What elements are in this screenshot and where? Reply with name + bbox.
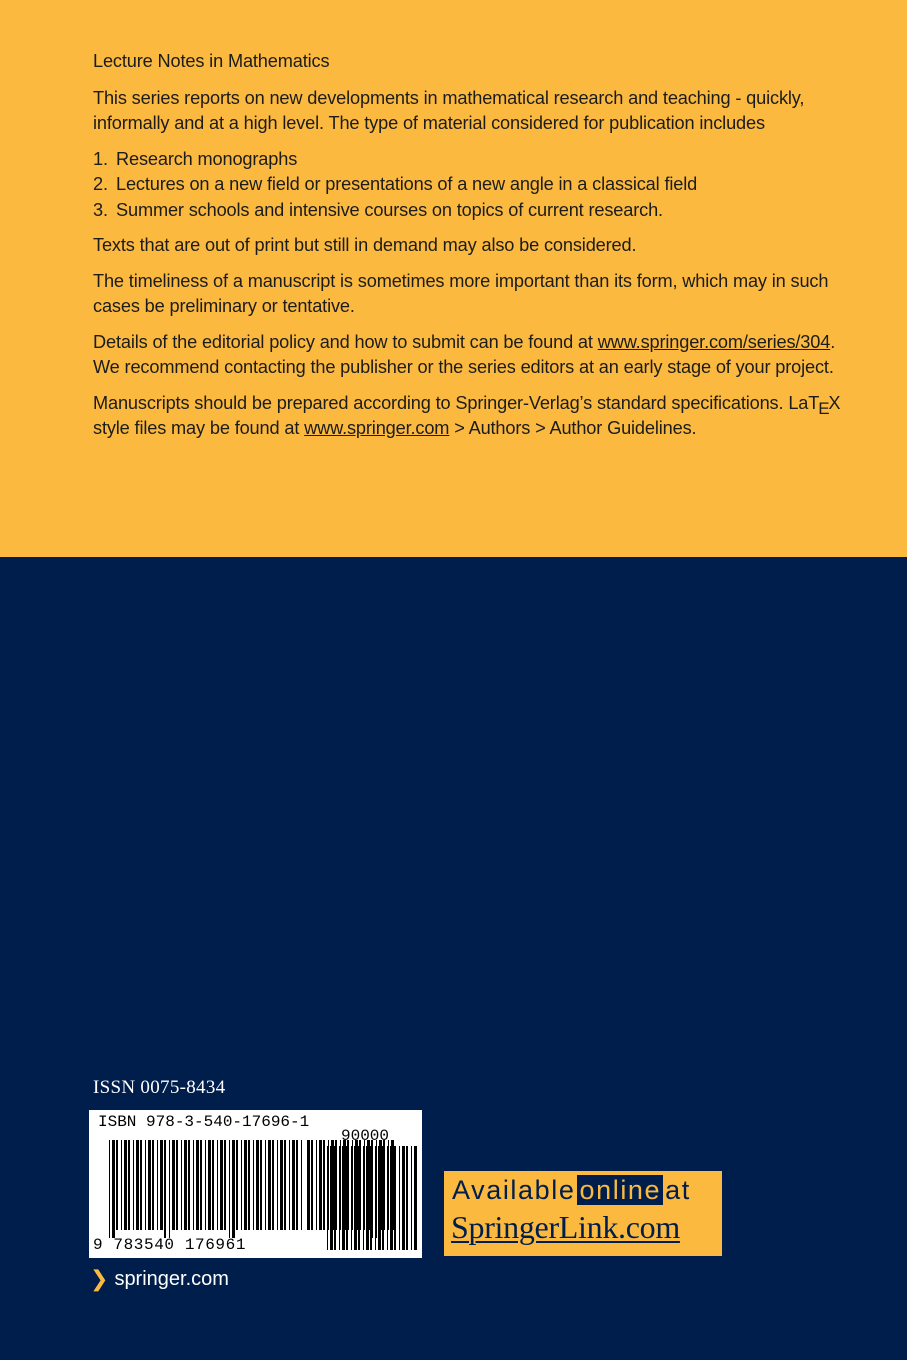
- manuscripts-paragraph: [93, 391, 853, 442]
- manuscripts-text-before: Manuscripts should be prepared according to Springer-Verlag’s standard specifications.: [93, 392, 789, 413]
- chevron-right-icon: ❯: [90, 1266, 109, 1291]
- series-title: Lecture Notes in Mathematics: [93, 51, 330, 71]
- latex-e: E: [818, 398, 830, 418]
- available-word: Available: [452, 1175, 576, 1205]
- list-item: [93, 172, 853, 198]
- springer-guidelines-link[interactable]: www.springer.com: [304, 418, 450, 438]
- price-addon-code: 90000: [341, 1127, 390, 1145]
- at-word: at: [665, 1175, 691, 1205]
- springer-website[interactable]: [90, 1266, 229, 1292]
- series-description-panel: [0, 0, 907, 557]
- latex-t: T: [808, 392, 820, 413]
- series-link[interactable]: www.springer.com/series/304: [597, 331, 831, 352]
- issn-label: ISSN 0075-8434: [93, 1077, 226, 1098]
- manuscripts-text-after: > Authors > Author Guidelines.: [449, 418, 697, 438]
- available-online-badge[interactable]: [444, 1171, 722, 1256]
- details-text-before: Details of the editorial policy and how to submit can be found at: [93, 331, 598, 352]
- springer-website-label: springer.com: [114, 1267, 229, 1290]
- manuscripts-text-middle: style files may be found at: [93, 418, 305, 438]
- intro-paragraph: This series reports on new developments in mathematical research and teaching - quickly, informally and at a high level. The type of material considered for publication includes: [93, 87, 805, 133]
- list-item: [93, 147, 853, 173]
- list-item: [93, 198, 853, 224]
- latex-logo: [788, 392, 841, 418]
- list-text: Summer schools and intensive courses on topics of current research.: [116, 199, 663, 220]
- isbn-barcode: [89, 1110, 422, 1258]
- list-number: 2.: [93, 174, 108, 194]
- timeliness-paragraph: The timeliness of a manuscript is sometimes more important than its form, which may in such cases be preliminary or tentative.: [93, 270, 829, 316]
- publication-types-list: [93, 147, 853, 224]
- latex-x: X: [828, 392, 841, 413]
- isbn-number: ISBN 978-3-540-17696-1: [98, 1113, 310, 1131]
- online-word: online: [579, 1175, 662, 1205]
- out-of-print-paragraph: Texts that are out of print but still in demand may also be considered.: [93, 235, 637, 255]
- series-description: [93, 49, 853, 452]
- springerlink-logo: SpringerLink.com: [451, 1209, 680, 1245]
- available-online-line: [452, 1175, 691, 1206]
- list-number: 3.: [93, 199, 108, 220]
- editorial-policy-paragraph: [93, 330, 853, 381]
- list-text: Research monographs: [116, 148, 298, 169]
- ean-digits: 9 783540 176961: [93, 1236, 247, 1254]
- details-text-after: . We recommend contacting the publisher or the series editors at an early stage of your project.: [93, 331, 836, 377]
- list-number: 1.: [93, 148, 108, 169]
- list-text: Lectures on a new field or presentations of a new angle in a classical field: [116, 174, 698, 194]
- latex-la: La: [788, 392, 809, 413]
